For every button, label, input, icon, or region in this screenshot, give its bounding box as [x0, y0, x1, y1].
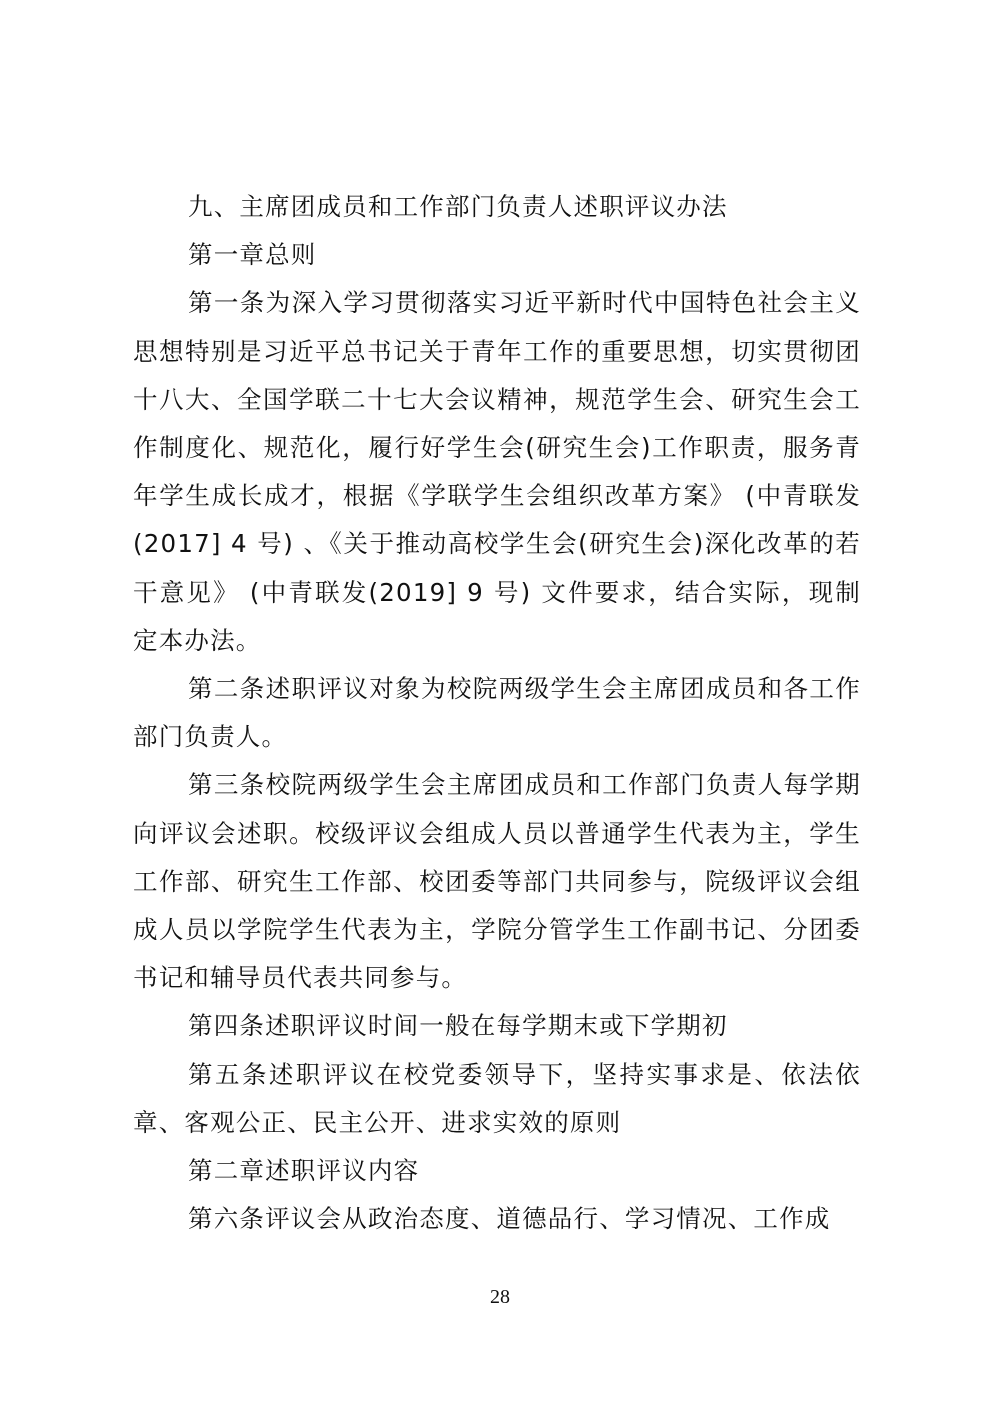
- article-2: 第二条述职评议对象为校院两级学生会主席团成员和各工作部门负责人。: [133, 674, 861, 752]
- article-3: 第三条校院两级学生会主席团成员和工作部门负责人每学期向评议会述职。校级评议会组成人员以普通学生代表为主，学生工作部、研究生工作部、校团委等部门共同参与，院级评议会组成人员以学院学生代表为主，学院分管学生工作副书记、分团委书记和辅导员代表共同参与。: [133, 770, 861, 993]
- chapter-heading: 第一章总则: [188, 240, 317, 270]
- document-body: [133, 183, 861, 1243]
- article-4: 第四条述职评议时间一般在每学期末或下学期初: [188, 1011, 728, 1041]
- article-6: 第六条评议会从政治态度、道德品行、学习情况、工作成: [188, 1204, 831, 1234]
- chapter-heading: 第二章述职评议内容: [188, 1156, 420, 1186]
- page-number: 28: [490, 1286, 510, 1308]
- section-heading: 九、主席团成员和工作部门负责人述职评议办法: [188, 192, 728, 221]
- article-5: 第五条述职评议在校党委领导下，坚持实事求是、依法依章、客观公正、民主公开、进求实效的原则: [133, 1059, 861, 1137]
- article-1: 第一条为深入学习贯彻落实习近平新时代中国特色社会主义思想特别是习近平总书记关于青年工作的重要思想，切实贯彻团十八大、全国学联二十七大会议精神，规范学生会、研究生会工作制度化、规范化，履行好学生会(研究生会)工作职责，服务青年学生成长成才，根据《学联学生会组织改革方案》 (中青联发(2017] 4 号) 、《关于推动高校学生会(研究生会)深化改革的若干意见》 (中青联发(2019] 9 号) 文件要求，结合实际，现制定本办法。: [133, 288, 861, 655]
